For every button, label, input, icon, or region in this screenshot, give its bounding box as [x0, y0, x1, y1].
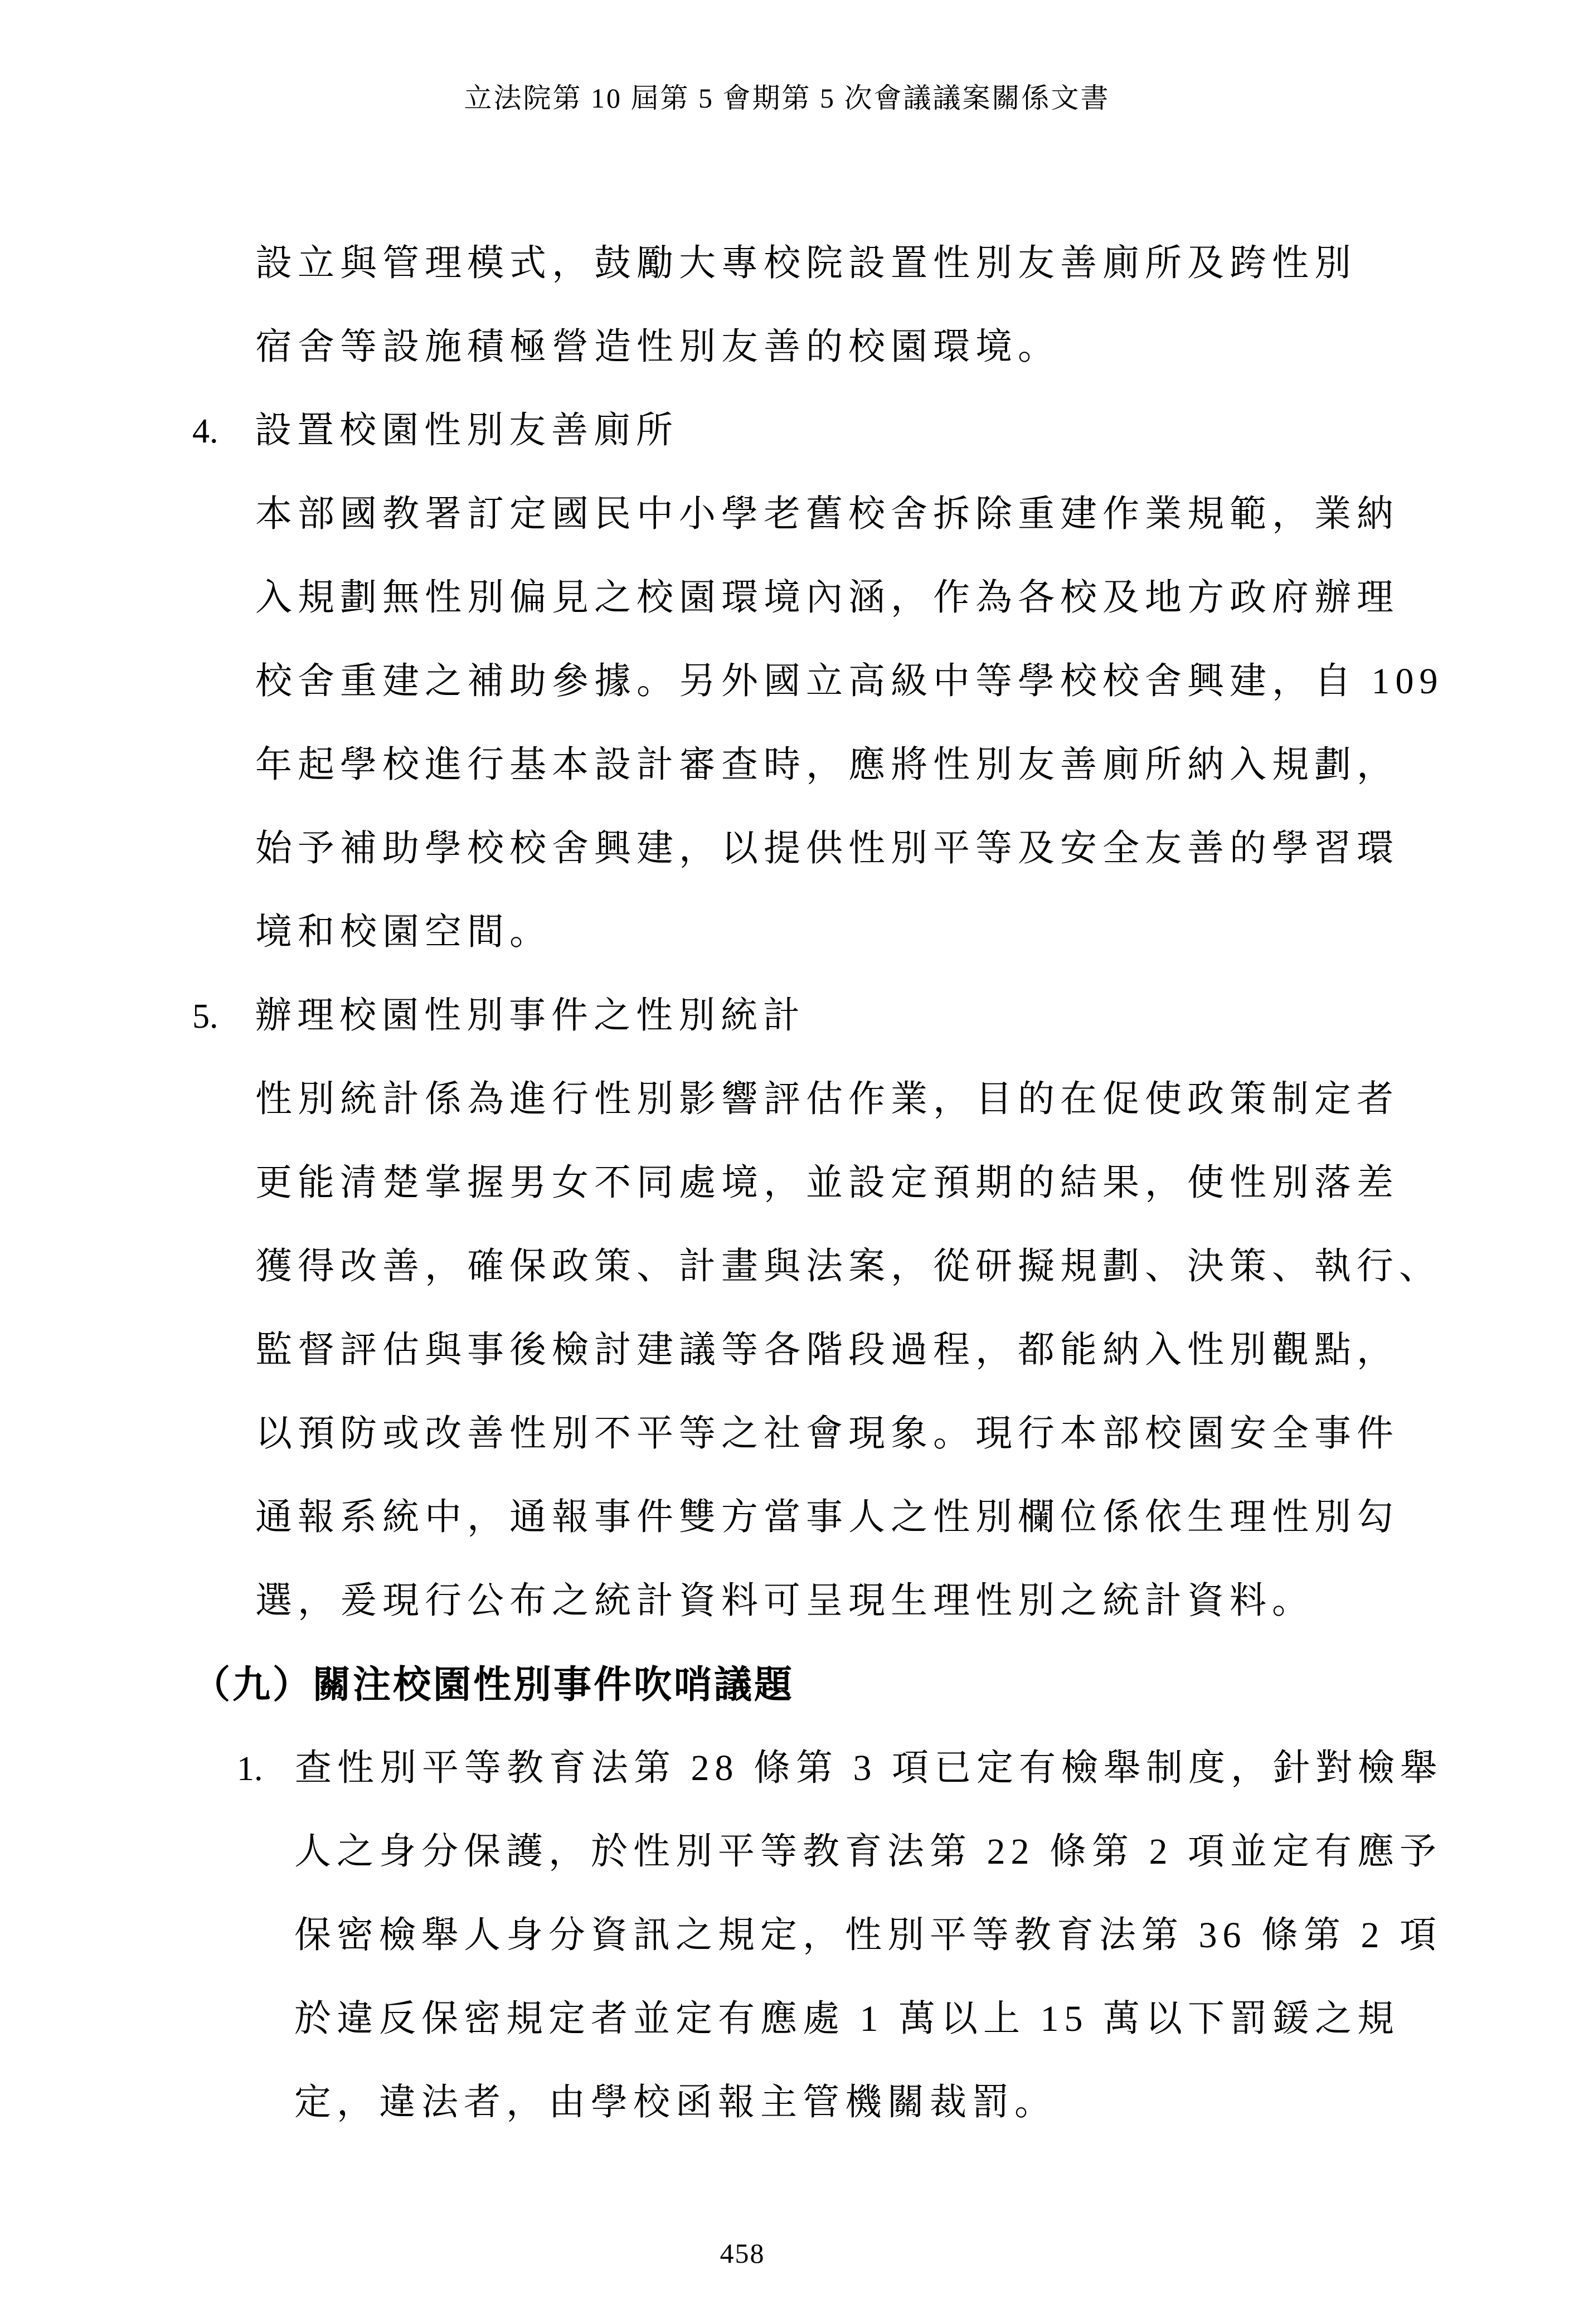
- list-item-text: 設置校園性別友善廁所: [255, 410, 678, 451]
- text-line: 以預防或改善性別不平等之社會現象。現行本部校園安全事件: [255, 1413, 1399, 1454]
- list-item-number: 4.: [192, 412, 218, 450]
- text-line: 設立與管理模式，鼓勵大專校院設置性別友善廁所及跨性別: [255, 243, 1357, 284]
- text-line: 選，爰現行公布之統計資料可呈現生理性別之統計資料。: [255, 1581, 1314, 1621]
- text-line: 更能清楚掌握男女不同處境，並設定預期的結果，使性別落差: [255, 1163, 1399, 1203]
- list-item: [237, 1727, 1574, 1810]
- text-line: 於違反保密規定者並定有應處 1 萬以上 15 萬以下罰鍰之規: [294, 1999, 1400, 2039]
- text-line: 監督評估與事後檢討建議等各階段過程，都能納入性別觀點，: [255, 1330, 1399, 1370]
- text-line: 年起學校進行基本設計審查時，應將性別友善廁所納入規劃，: [255, 745, 1399, 785]
- list-item: [192, 389, 1574, 473]
- page-number: 458: [720, 2238, 765, 2269]
- text-line: 性別統計係為進行性別影響評估作業，目的在促使政策制定者: [255, 1079, 1399, 1120]
- text-line: 保密檢舉人身分資訊之規定，性別平等教育法第 36 條第 2 項: [294, 1915, 1442, 1956]
- list-item-number: 5.: [192, 998, 218, 1035]
- list-item: [192, 974, 1574, 1058]
- section-heading: （九）關注校園性別事件吹哨議題: [192, 1664, 795, 1706]
- text-line: 人之身分保護，於性別平等教育法第 22 條第 2 項並定有應予: [294, 1831, 1442, 1872]
- text-line: 本部國教署訂定國民中小學老舊校舍拆除重建作業規範，業納: [255, 494, 1399, 534]
- text-line: 宿舍等設施積極營造性別友善的校園環境。: [255, 327, 1060, 367]
- list-item-number: 1.: [237, 1750, 263, 1788]
- document-header-title: 立法院第 10 屆第 5 會期第 5 次會議議案關係文書: [464, 82, 1110, 114]
- text-line: 境和校園空間。: [255, 912, 552, 952]
- document-body: [0, 222, 1574, 2145]
- text-line: 獲得改善，確保政策、計畫與法案，從研擬規劃、決策、執行、: [255, 1246, 1441, 1287]
- text-line: 通報系統中，通報事件雙方當事人之性別欄位係依生理性別勾: [255, 1497, 1399, 1538]
- text-line: 校舍重建之補助參據。另外國立高級中等學校校舍興建，自 109: [255, 661, 1444, 702]
- text-line: 入規劃無性別偏見之校園環境內涵，作為各校及地方政府辦理: [255, 577, 1399, 618]
- list-item-text: 查性別平等教育法第 28 條第 3 項已定有檢舉制度，針對檢舉: [295, 1748, 1442, 1788]
- text-line: 始予補助學校校舍興建，以提供性別平等及安全友善的學習環: [255, 828, 1399, 869]
- text-line: 定，違法者，由學校函報主管機關裁罰。: [294, 2082, 1057, 2123]
- list-item-text: 辦理校園性別事件之性別統計: [255, 995, 805, 1036]
